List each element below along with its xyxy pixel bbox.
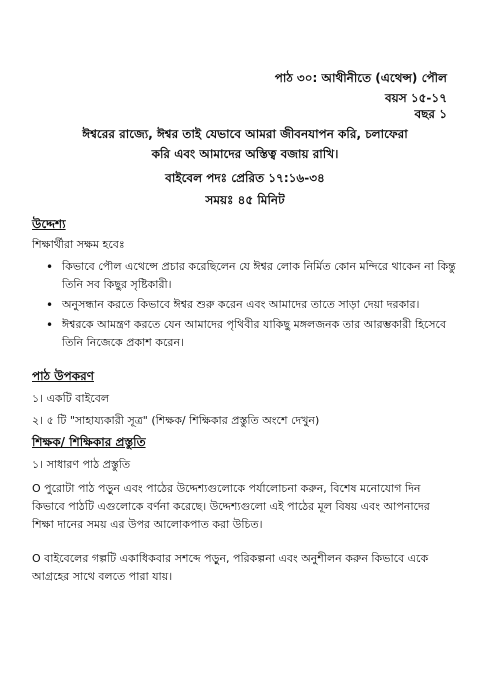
objectives-list <box>46 258 457 354</box>
materials-item-2: ২। ৫ টি "সাহায্যকারী সূত্র" (শিক্ষক/ শিক্ষিকার প্রস্তুতি অংশে দেখুন) <box>32 414 320 427</box>
age-range: বয়স ১৫-১৭ <box>385 91 447 105</box>
objective-text: কিভাবে পৌল এথেন্সে প্রচার করেছিলেন যে ঈশ্বর লোক নির্মিত কোন মন্দিরে থাকেন না কিন্তু তিনি সব কিছুর সৃষ্টিকারী। <box>62 260 456 291</box>
theme-line-1: ঈশ্বরের রাজ্যে, ঈশ্বর তাই যেভাবে আমরা জীবনযাপন করি, চলাফেরা <box>82 127 408 141</box>
teacher-prep-heading: শিক্ষক/ শিক্ষিকার প্রস্তুতি <box>32 435 146 449</box>
objective-text: ঈশ্বরকে আমন্ত্রণ করতে যেন আমাদের পৃথিবীর যাকিছু মঙ্গলজনক তার আরম্ভকারী হিসেবে তিনি নিজেকে প্রকাশ করেন। <box>62 318 447 349</box>
prep-paragraph-2: O বাইবেলের গল্পটি একাধিকবার সশব্দে পড়ুন, পরিকল্পনা এবং অনুশীলন করুন কিভাবে একে আগ্রহের সাথে বলতে পারা যায়। <box>32 552 429 583</box>
bullet-icon: • <box>46 298 54 312</box>
list-item <box>46 258 457 294</box>
objective-text: অনুসন্ধান করতে কিভাবে ঈশ্বর শুরু করেন এবং আমাদের তাতে সাড়া দেয়া দরকার। <box>62 298 420 311</box>
year-label: বছর ১ <box>414 107 447 121</box>
objectives-intro: শিক্ষার্থীরা সক্ষম হবেঃ <box>32 238 125 251</box>
lesson-time: সময়ঃ ৪৫ মিনিট <box>205 193 285 207</box>
bullet-icon: • <box>46 260 54 274</box>
prep-subheading: ১। সাধারণ পাঠ প্রস্তুতি <box>32 458 131 471</box>
materials-heading: পাঠ উপকরণ <box>32 369 94 383</box>
list-item <box>46 296 457 314</box>
objectives-heading: উদ্দেশ্য <box>32 217 66 231</box>
lesson-title: পাঠ ৩০: আথীনীতে (এথেন্স) পৌল <box>274 71 447 85</box>
bullet-icon: • <box>46 318 54 332</box>
list-item <box>46 316 457 352</box>
materials-item-1: ১। একটি বাইবেল <box>32 392 110 405</box>
theme-line-2: করি এবং আমাদের অস্তিত্ব বজায় রাখি। <box>151 147 339 161</box>
theme-statement <box>30 124 460 164</box>
prep-paragraph-1: O পুরোটা পাঠ পড়ুন এবং পাঠের উদ্দেশ্যগুলোকে পর্যালোচনা করুন, বিশেষ মনোযোগ দিন কিভাবে পাঠটি এগুলোকে বর্ণনা করেছে। উদ্দেশ্যগুলো এই পাঠের মূল বিষয় এবং আপনাদের শিক্ষা দানের সময় এর উপর আলোকপাত করা উচিত। <box>32 482 430 531</box>
bible-passage: বাইবেল পদঃ প্রেরিত ১৭:১৬-৩৪ <box>165 171 325 185</box>
